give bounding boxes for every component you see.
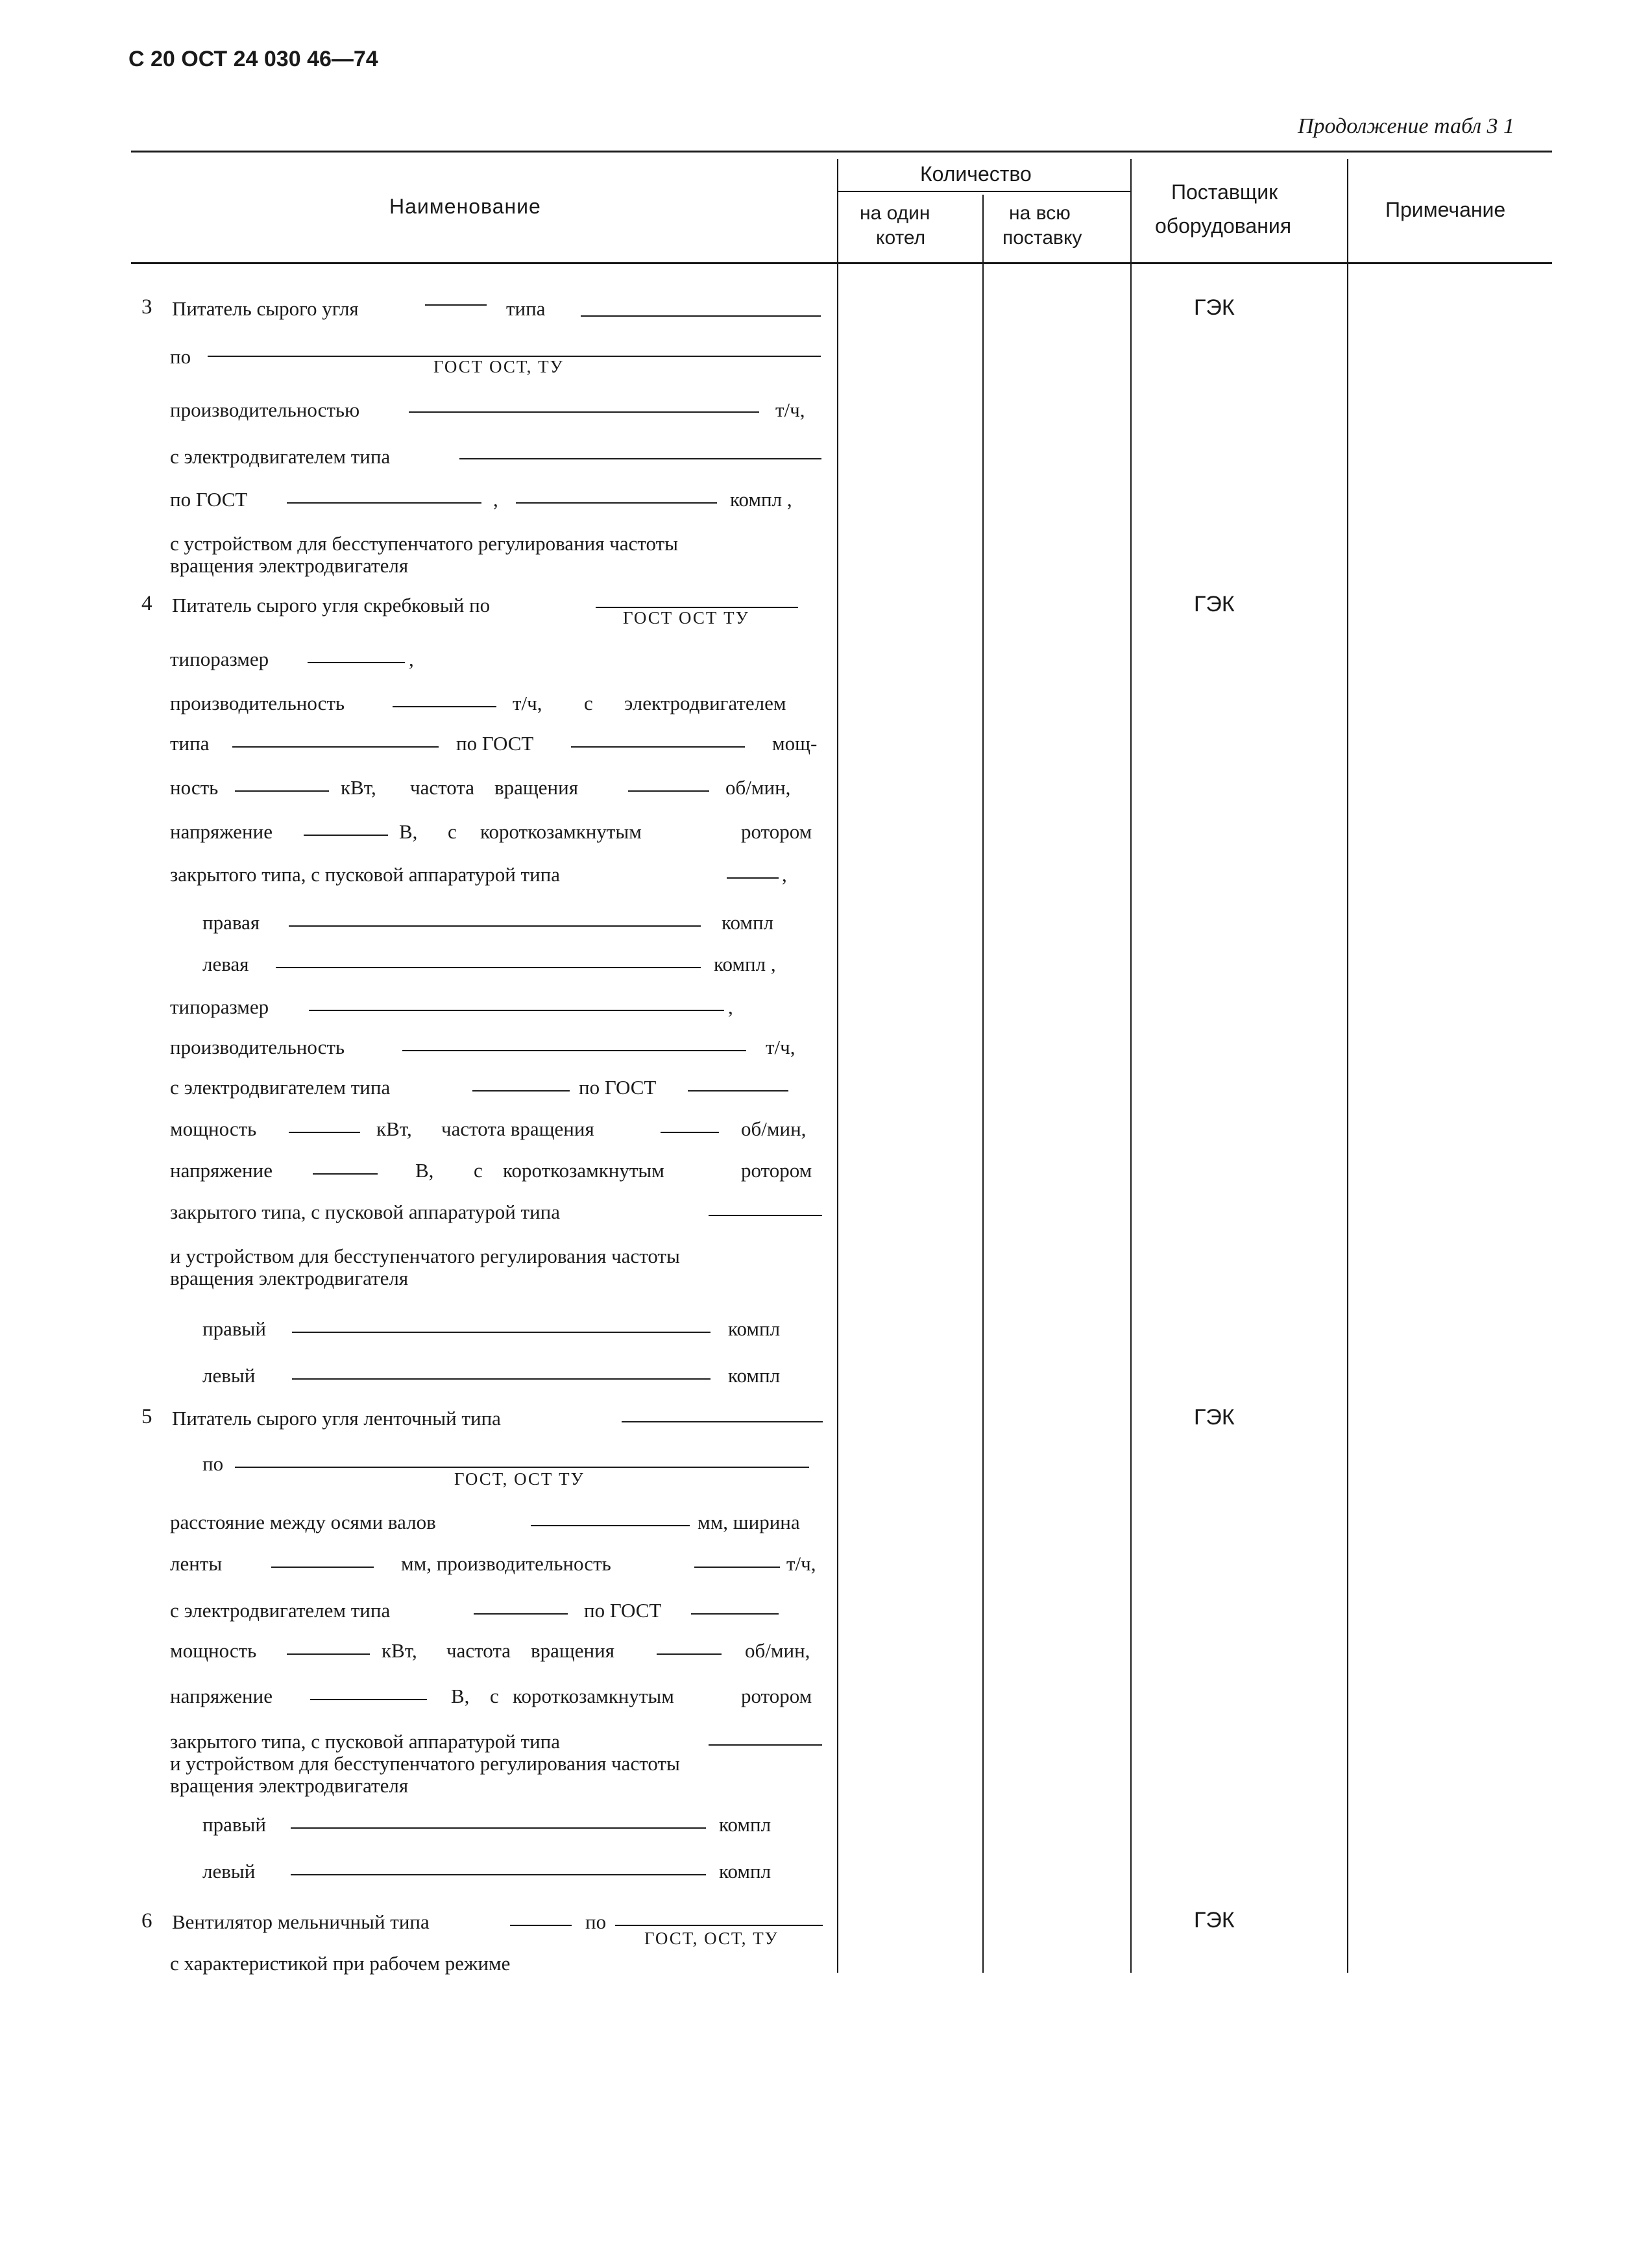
item-5-number: 5 — [141, 1405, 152, 1428]
text: правый — [202, 1813, 266, 1836]
text: т/ч, — [513, 692, 542, 714]
text: об/мин, — [745, 1639, 810, 1662]
column-header-qty-all-line1: на всю — [1009, 202, 1071, 224]
item-5-line-1 — [0, 1407, 1652, 1446]
text: ротором — [741, 1159, 812, 1182]
text: об/мин, — [741, 1117, 807, 1140]
item-5-line-12 — [0, 1860, 1652, 1899]
item-5-line-4 — [0, 1552, 1652, 1591]
item-5-line-6 — [0, 1639, 1652, 1678]
blank — [571, 746, 745, 748]
blank — [292, 1378, 711, 1380]
item-5-line-7 — [0, 1685, 1652, 1724]
text: ротором — [741, 1685, 812, 1707]
item-6-line-2 — [0, 1952, 1652, 1991]
blank — [310, 1699, 427, 1700]
text: и устройством для бесступенчатого регулирования частоты — [170, 1752, 680, 1775]
text: т/ч, — [786, 1552, 816, 1575]
item-5-supplier: ГЭК — [1194, 1405, 1235, 1430]
item-5-line-11 — [0, 1813, 1652, 1852]
blank — [287, 1653, 370, 1655]
text: мощ- — [772, 732, 818, 755]
text: В, — [451, 1685, 470, 1707]
blank — [661, 1132, 719, 1133]
text: короткозамкнутым — [480, 820, 642, 843]
text: правый — [202, 1317, 266, 1340]
item-4-line-4 — [0, 732, 1652, 771]
text: , — [493, 488, 498, 511]
text: с электродвигателем типа — [170, 1599, 391, 1622]
blank — [289, 1132, 360, 1133]
item-5-line-5 — [0, 1599, 1652, 1638]
text: короткозамкнутым — [513, 1685, 674, 1707]
item-4-line-9 — [0, 953, 1652, 992]
text: по ГОСТ — [579, 1076, 657, 1099]
text: ленты — [170, 1552, 223, 1575]
blank — [709, 1744, 822, 1746]
text: с — [490, 1685, 499, 1707]
column-header-qty-one-line2: котел — [876, 227, 926, 249]
item-3-line-1 — [0, 297, 1652, 336]
blank — [727, 877, 779, 879]
text: типа — [506, 297, 546, 320]
blank — [628, 790, 709, 792]
text: кВт, — [341, 776, 376, 799]
blank — [393, 706, 496, 707]
blank — [308, 662, 405, 663]
item-4-line-8 — [0, 911, 1652, 950]
blank — [459, 458, 821, 459]
text: производительность — [170, 1036, 345, 1058]
column-header-note: Примечание — [1385, 198, 1506, 221]
item-6-line-1 — [0, 1910, 1652, 1949]
text: компл , — [730, 488, 792, 511]
column-header-qty-one-line1: на один — [860, 202, 930, 224]
standard-label: ГОСТ ОСТ ТУ — [623, 608, 749, 628]
blank — [472, 1090, 570, 1092]
text: закрытого типа, с пусковой аппаратурой типа — [170, 1730, 561, 1753]
item-6-title: Вентилятор мельничный типа — [172, 1910, 430, 1933]
item-4-line-12 — [0, 1076, 1652, 1115]
blank — [510, 1925, 572, 1926]
text: расстояние между осями валов — [170, 1511, 436, 1533]
item-6-supplier: ГЭК — [1194, 1908, 1235, 1933]
text: мощность — [170, 1117, 257, 1140]
text: об/мин, — [725, 776, 791, 799]
column-header-name: Наименование — [389, 195, 541, 218]
text: напряжение — [170, 1159, 273, 1182]
column-header-supplier-line1: Поставщик — [1171, 180, 1278, 204]
text: В, — [399, 820, 418, 843]
blank — [409, 411, 759, 413]
text: типа — [170, 732, 210, 755]
item-3-line-3 — [0, 398, 1652, 437]
column-header-qty-all-line2: поставку — [1002, 227, 1082, 249]
text: с характеристикой при рабочем режиме — [170, 1952, 511, 1975]
text: вращения — [531, 1639, 614, 1662]
quantity-sub-rule — [838, 191, 1132, 192]
standard-label: ГОСТ, ОСТ, ТУ — [644, 1929, 779, 1948]
blank — [691, 1613, 779, 1615]
text: вращения электродвигателя — [170, 1267, 409, 1289]
text: частота вращения — [441, 1117, 594, 1140]
text: напряжение — [170, 820, 273, 843]
item-4-line-15 — [0, 1201, 1652, 1239]
text: т/ч, — [775, 398, 805, 421]
standard-label: ГОСТ, ОСТ ТУ — [454, 1469, 585, 1489]
blank — [615, 1925, 823, 1926]
text: мощность — [170, 1639, 257, 1662]
text: вращения электродвигателя — [170, 554, 409, 577]
item-3-line-4 — [0, 445, 1652, 484]
text: компл — [728, 1364, 781, 1387]
text: по ГОСТ — [170, 488, 248, 511]
item-4-line-5 — [0, 776, 1652, 815]
text: , — [409, 648, 414, 670]
text: левый — [202, 1860, 256, 1883]
blank — [474, 1613, 568, 1615]
item-4-line-3 — [0, 692, 1652, 731]
page-header: С 20 ОСТ 24 030 46—74 — [128, 47, 378, 71]
item-4-line-10 — [0, 995, 1652, 1034]
blank — [622, 1421, 823, 1422]
item-4-line-2 — [0, 648, 1652, 687]
item-4-line-6 — [0, 820, 1652, 859]
text: напряжение — [170, 1685, 273, 1707]
standard-label: ГОСТ ОСТ, ТУ — [433, 357, 564, 376]
text: типоразмер — [170, 995, 269, 1018]
text: компл — [722, 911, 774, 934]
text: левая — [202, 953, 249, 975]
item-4-line-1 — [0, 594, 1652, 633]
text: вращения — [494, 776, 578, 799]
column-header-supplier-line2: оборудования — [1155, 214, 1292, 238]
text: мм, производительность — [401, 1552, 611, 1575]
item-4-line-18 — [0, 1317, 1652, 1356]
text: и устройством для бесступенчатого регулирования частоты — [170, 1245, 680, 1267]
text: ность — [170, 776, 219, 799]
item-5-line-10 — [0, 1774, 1652, 1813]
blank — [304, 835, 388, 836]
item-4-supplier: ГЭК — [1194, 592, 1235, 616]
text: с — [448, 820, 457, 843]
blank — [232, 746, 439, 748]
text: мм, ширина — [698, 1511, 800, 1533]
text: левый — [202, 1364, 256, 1387]
blank — [516, 502, 717, 504]
text: , — [782, 863, 787, 886]
text: кВт, — [376, 1117, 412, 1140]
text: компл , — [714, 953, 776, 975]
text: электродвигателем — [624, 692, 786, 714]
text: производительность — [170, 692, 345, 714]
item-4-line-7 — [0, 863, 1652, 902]
item-4-line-17 — [0, 1267, 1652, 1306]
text: с — [584, 692, 593, 714]
text: В, — [415, 1159, 434, 1182]
item-3-title: Питатель сырого угля — [172, 297, 359, 320]
blank — [402, 1050, 746, 1051]
text: частота — [410, 776, 475, 799]
table-continuation-caption: Продолжение табл 3 1 — [1298, 114, 1515, 138]
text: кВт, — [382, 1639, 417, 1662]
text: частота — [446, 1639, 511, 1662]
blank — [709, 1215, 822, 1216]
item-3-line-7 — [0, 554, 1652, 593]
item-5-title: Питатель сырого угля ленточный типа — [172, 1407, 501, 1430]
text: компл — [719, 1813, 771, 1836]
item-3-supplier: ГЭК — [1194, 295, 1235, 320]
blank — [531, 1525, 690, 1526]
item-4-line-13 — [0, 1117, 1652, 1156]
item-5-line-2 — [0, 1452, 1652, 1491]
text: ротором — [741, 820, 812, 843]
text: короткозамкнутым — [503, 1159, 664, 1182]
item-4-line-19 — [0, 1364, 1652, 1403]
item-6-number: 6 — [141, 1909, 152, 1933]
blank — [581, 315, 821, 317]
blank — [292, 1332, 711, 1333]
column-header-quantity: Количество — [920, 162, 1032, 186]
blank — [276, 967, 701, 968]
blank — [657, 1653, 722, 1655]
text: с — [474, 1159, 483, 1182]
text: правая — [202, 911, 260, 934]
blank — [309, 1010, 724, 1011]
item-3-number: 3 — [141, 295, 152, 319]
table-top-rule — [131, 151, 1552, 152]
text: т/ч, — [766, 1036, 796, 1058]
header-bottom-rule — [131, 262, 1552, 264]
blank — [688, 1090, 788, 1092]
text: по ГОСТ — [584, 1599, 662, 1622]
text: закрытого типа, с пусковой аппаратурой типа — [170, 1201, 561, 1223]
text: по — [170, 345, 191, 368]
blank — [271, 1567, 374, 1568]
item-3-line-2 — [0, 345, 1652, 384]
text: закрытого типа, с пусковой аппаратурой типа — [170, 863, 561, 886]
text: компл — [719, 1860, 771, 1883]
text: по ГОСТ — [456, 732, 534, 755]
item-5-line-3 — [0, 1511, 1652, 1550]
blank — [313, 1173, 378, 1175]
text: по — [202, 1452, 224, 1475]
blank — [235, 790, 329, 792]
text: компл — [728, 1317, 781, 1340]
item-4-line-11 — [0, 1036, 1652, 1075]
item-4-number: 4 — [141, 592, 152, 615]
item-4-line-14 — [0, 1159, 1652, 1198]
item-3-line-5 — [0, 488, 1652, 527]
blank — [694, 1567, 780, 1568]
item-4-title: Питатель сырого угля скребковый по — [172, 594, 491, 616]
blank — [425, 304, 487, 306]
blank — [235, 1467, 809, 1468]
text: типоразмер — [170, 648, 269, 670]
blank — [287, 502, 481, 504]
text: , — [728, 995, 733, 1018]
text: по — [585, 1910, 607, 1933]
text: вращения электродвигателя — [170, 1774, 409, 1797]
text: с электродвигателем типа — [170, 445, 391, 468]
text: с электродвигателем типа — [170, 1076, 391, 1099]
text: с устройством для бесступенчатого регулирования частоты — [170, 532, 678, 555]
blank — [289, 925, 701, 927]
blank — [291, 1874, 706, 1875]
blank — [291, 1827, 706, 1829]
text: производительностью — [170, 398, 360, 421]
